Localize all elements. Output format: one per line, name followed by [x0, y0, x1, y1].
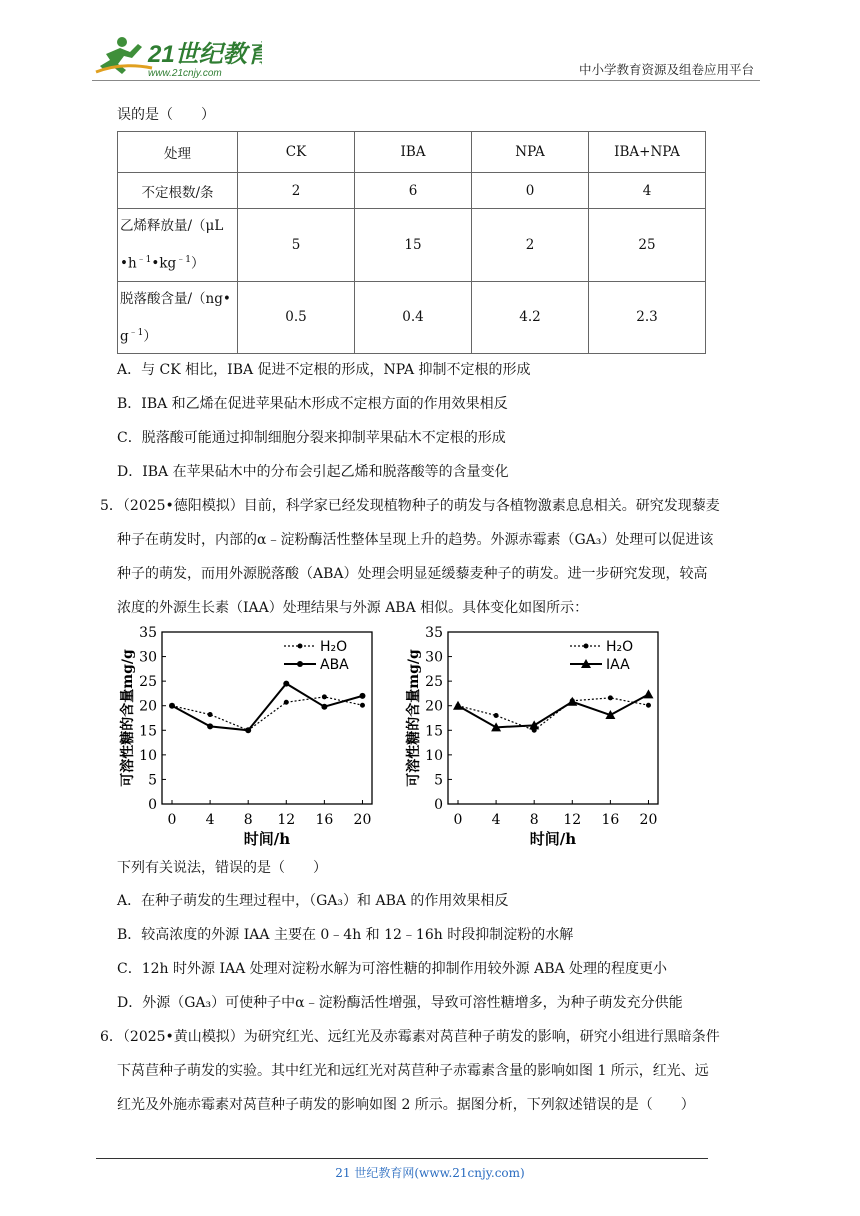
q4-option-d: D．IBA 在苹果砧木中的分布会引起乙烯和脱落酸等的含量变化 [117, 464, 509, 480]
chart-aba [112, 622, 384, 854]
y-axis-label: 可溶性糖的含量mg/g [406, 649, 422, 787]
runner-logo-icon [96, 37, 152, 74]
x-tick-label: 12 [563, 812, 582, 828]
x-tick-label: 4 [205, 812, 215, 828]
row-label: 不定根数/条 [118, 173, 238, 209]
table-cell: 25 [589, 209, 706, 282]
table-cell: 0 [472, 173, 589, 209]
y-axis-label: 可溶性糖的含量mg/g [120, 649, 136, 787]
table-cell: 4.2 [472, 281, 589, 354]
table-header-row [118, 132, 706, 173]
table-cell: 0.4 [355, 281, 472, 354]
y-tick-label: 30 [139, 649, 157, 666]
legend-label: H₂O [606, 639, 634, 655]
q4-tail: 误的是（ ） [117, 107, 215, 123]
y-tick-label: 5 [434, 772, 443, 789]
x-tick-label: 16 [315, 812, 334, 828]
table-header-cell: 处理 [118, 132, 238, 173]
chart-iaa [398, 622, 670, 854]
y-tick-label: 5 [148, 772, 157, 789]
data-point [207, 723, 213, 729]
y-tick-label: 10 [425, 747, 443, 764]
y-tick-label: 35 [425, 625, 443, 641]
q5-stem-line: 5．（2025•德阳模拟）目前，科学家已经发现植物种子的萌发与各植物激素息息相关。研究发现藜麦 [100, 498, 720, 514]
x-tick-label: 4 [491, 812, 501, 828]
table-row [118, 209, 706, 282]
series-line [172, 684, 362, 731]
table-header-cell: IBA+NPA [589, 132, 706, 173]
q5-stem-line: 浓度的外源生长素（IAA）处理结果与外源 ABA 相似。具体变化如图所示： [117, 600, 589, 616]
platform-name: 中小学教育资源及组卷应用平台 [578, 62, 754, 77]
x-tick-label: 20 [353, 812, 372, 828]
x-axis-label: 时间/h [243, 830, 291, 848]
logo-text: 21世纪教育 [148, 41, 262, 68]
q6-stem-line: 下莴苣种子萌发的实验。其中红光和远红光对莴苣种子赤霉素含量的影响如图 1 所示，红光、远 [117, 1063, 709, 1079]
y-tick-label: 0 [434, 797, 443, 813]
data-point [608, 695, 613, 700]
footer-text: 21 世纪教育网(www.21cnjy.com) [335, 1166, 525, 1180]
q5-option-a: A．在种子萌发的生理过程中，（GA₃）和 ABA 的作用效果相反 [117, 893, 509, 909]
data-point [169, 703, 175, 709]
table-cell: 2.3 [589, 281, 706, 354]
data-table [117, 131, 706, 354]
q4-option-a: A．与 CK 相比，IBA 促进不定根的形成，NPA 抑制不定根的形成 [117, 362, 531, 378]
y-tick-label: 20 [425, 698, 443, 715]
legend-label: ABA [320, 657, 349, 673]
data-point [643, 689, 653, 698]
legend-marker [584, 644, 589, 649]
y-tick-label: 15 [425, 723, 443, 740]
x-tick-label: 16 [601, 812, 620, 828]
y-tick-label: 30 [425, 649, 443, 666]
x-tick-label: 12 [277, 812, 296, 828]
table-cell: 2 [472, 209, 589, 282]
y-tick-label: 25 [139, 674, 157, 691]
legend-marker [298, 644, 303, 649]
row-label: 脱落酸含量/（ng• $g^{﹣1}$） [118, 281, 238, 354]
header-divider [92, 80, 760, 81]
table-cell: 6 [355, 173, 472, 209]
data-point [567, 697, 577, 706]
data-point [453, 701, 463, 710]
legend-label: IAA [606, 657, 630, 673]
y-tick-label: 25 [425, 674, 443, 691]
q6-stem-line: 红光及外施赤霉素对莴苣种子萌发的影响如图 2 所示。据图分析，下列叙述错误的是（ ） [117, 1097, 695, 1113]
logo-url: www.21cnjy.com [148, 68, 222, 79]
table-header-cell: NPA [472, 132, 589, 173]
data-point [245, 727, 251, 733]
series-line [172, 697, 362, 730]
x-tick-label: 8 [243, 812, 253, 828]
table-header-cell: CK [238, 132, 355, 173]
y-tick-label: 15 [139, 723, 157, 740]
data-point [321, 704, 327, 710]
x-tick-label: 8 [529, 812, 539, 828]
y-tick-label: 0 [148, 797, 157, 813]
y-tick-label: 10 [139, 747, 157, 764]
x-tick-label: 0 [453, 812, 463, 828]
q4-option-c: C．脱落酸可能通过抑制细胞分裂来抑制苹果砧木不定根的形成 [117, 430, 506, 446]
table-cell: 5 [238, 209, 355, 282]
q5-stem-line: 种子的萌发，而用外源脱落酸（ABA）处理会明显延缓藜麦种子的萌发。进一步研究发现，较高 [117, 566, 708, 582]
data-point [208, 712, 213, 717]
legend-label: H₂O [320, 639, 348, 655]
q5-stem-line: 种子在萌发时，内部的α﹣淀粉酶活性整体呈现上升的趋势。外源赤霉素（GA₃）处理可以促进该 [117, 532, 714, 548]
q5-option-d: D．外源（GA₃）可使种子中α﹣淀粉酶活性增强，导致可溶性糖增多，为种子萌发充分供能 [117, 995, 683, 1011]
table-header-cell: IBA [355, 132, 472, 173]
q4-option-b: B．IBA 和乙烯在促进苹果砧木形成不定根方面的作用效果相反 [117, 396, 508, 412]
data-point [360, 703, 365, 708]
y-tick-label: 20 [139, 698, 157, 715]
table-row [118, 173, 706, 209]
table-cell: 15 [355, 209, 472, 282]
table-cell: 2 [238, 173, 355, 209]
data-point [359, 693, 365, 699]
footer-divider [96, 1158, 708, 1159]
q5-prompt: 下列有关说法，错误的是（ ） [117, 860, 327, 876]
x-tick-label: 0 [167, 812, 177, 828]
q5-option-b: B．较高浓度的外源 IAA 主要在 0﹣4h 和 12﹣16h 时段抑制淀粉的水解 [117, 927, 574, 943]
x-tick-label: 20 [639, 812, 658, 828]
data-point [284, 700, 289, 705]
data-point [283, 681, 289, 687]
table-row [118, 281, 706, 354]
y-tick-label: 35 [139, 625, 157, 641]
data-point [322, 694, 327, 699]
row-label: 乙烯释放量/（μL $•h^{﹣1}•kg^{﹣1}$） [118, 209, 238, 282]
q6-stem-line: 6．（2025•黄山模拟）为研究红光、远红光及赤霉素对莴苣种子萌发的影响，研究小组进行黑暗条件 [100, 1029, 720, 1045]
table-cell: 4 [589, 173, 706, 209]
q5-option-c: C．12h 时外源 IAA 处理对淀粉水解为可溶性糖的抑制作用较外源 ABA 处理的程度更小 [117, 961, 668, 977]
x-axis-label: 时间/h [529, 830, 577, 848]
site-logo [92, 32, 262, 80]
data-point [494, 713, 499, 718]
data-point [646, 703, 651, 708]
legend-marker [297, 661, 303, 667]
table-cell: 0.5 [238, 281, 355, 354]
